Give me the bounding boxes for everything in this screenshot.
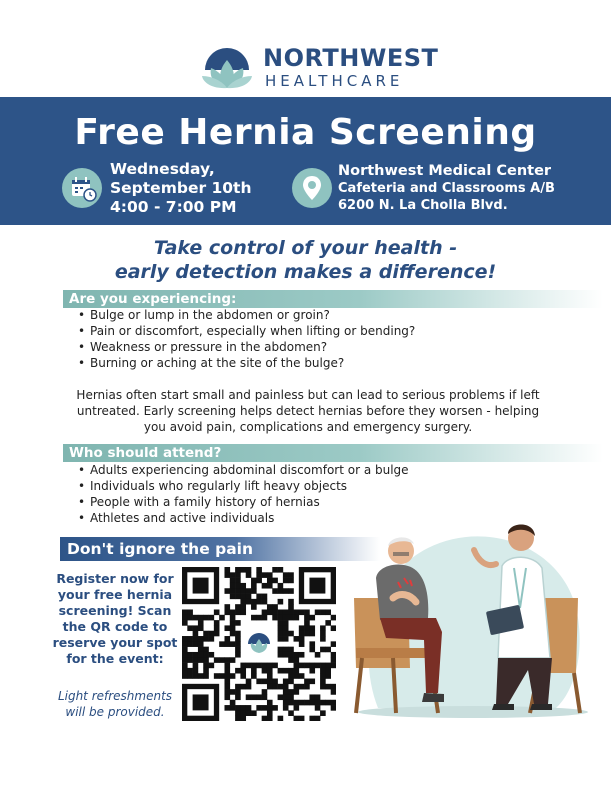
section-heading-experiencing-label: Are you experiencing: xyxy=(69,291,237,307)
list-item: • Athletes and active individuals xyxy=(78,510,409,526)
list-item: • Bulge or lump in the abdomen or groin? xyxy=(78,307,415,323)
event-date: September 10th xyxy=(110,179,252,197)
event-time: 4:00 - 7:00 PM xyxy=(110,198,237,216)
location-room: Cafeteria and Classrooms A/B xyxy=(338,181,555,196)
section-heading-pain xyxy=(60,537,380,561)
map-pin-icon xyxy=(292,168,332,208)
list-item: • Burning or aching at the site of the bulge? xyxy=(78,355,415,371)
logo-text-northwest: NORTHWEST xyxy=(263,44,439,72)
event-date-time xyxy=(110,160,252,217)
tagline-line2: early detection makes a difference! xyxy=(114,261,497,283)
refreshments-note: Light refreshments will be provided. xyxy=(57,689,173,719)
info-paragraph: Hernias often start small and painless but can lead to serious problems if left untreated. Early screening helps detect hernias before they worsen - helping you avoid pain, complications and emergency surgery. xyxy=(76,388,540,434)
event-location xyxy=(338,163,555,214)
list-item: • Weakness or pressure in the abdomen? xyxy=(78,339,415,355)
section-heading-attend xyxy=(63,444,603,462)
list-item: • Pain or discomfort, especially when lifting or bending? xyxy=(78,323,415,339)
register-text: Register now for your free hernia screening! Scan the QR code to reserve your spot for the event: xyxy=(52,571,178,666)
logo-text-healthcare: HEALTHCARE xyxy=(265,72,404,90)
qr-code[interactable] xyxy=(182,567,336,721)
list-item: • Adults experiencing abdominal discomfort or a bulge xyxy=(78,462,409,478)
tagline-line1: Take control of your health - xyxy=(153,237,458,259)
location-address: 6200 N. La Cholla Blvd. xyxy=(338,198,508,213)
list-item: • Individuals who regularly lift heavy objects xyxy=(78,478,409,494)
calendar-clock-icon xyxy=(62,168,102,208)
section-heading-pain-label: Don't ignore the pain xyxy=(67,540,253,558)
logo xyxy=(197,42,439,92)
page-title: Free Hernia Screening xyxy=(74,112,537,153)
symptom-list xyxy=(78,307,415,371)
section-heading-experiencing xyxy=(63,290,603,308)
doctor-patient-illustration xyxy=(338,508,588,728)
tagline xyxy=(0,236,611,284)
location-name: Northwest Medical Center xyxy=(338,163,552,179)
event-day: Wednesday, xyxy=(110,160,215,178)
section-heading-attend-label: Who should attend? xyxy=(69,445,222,461)
list-item: • People with a family history of hernias xyxy=(78,494,409,510)
lotus-logo-icon xyxy=(197,42,257,92)
